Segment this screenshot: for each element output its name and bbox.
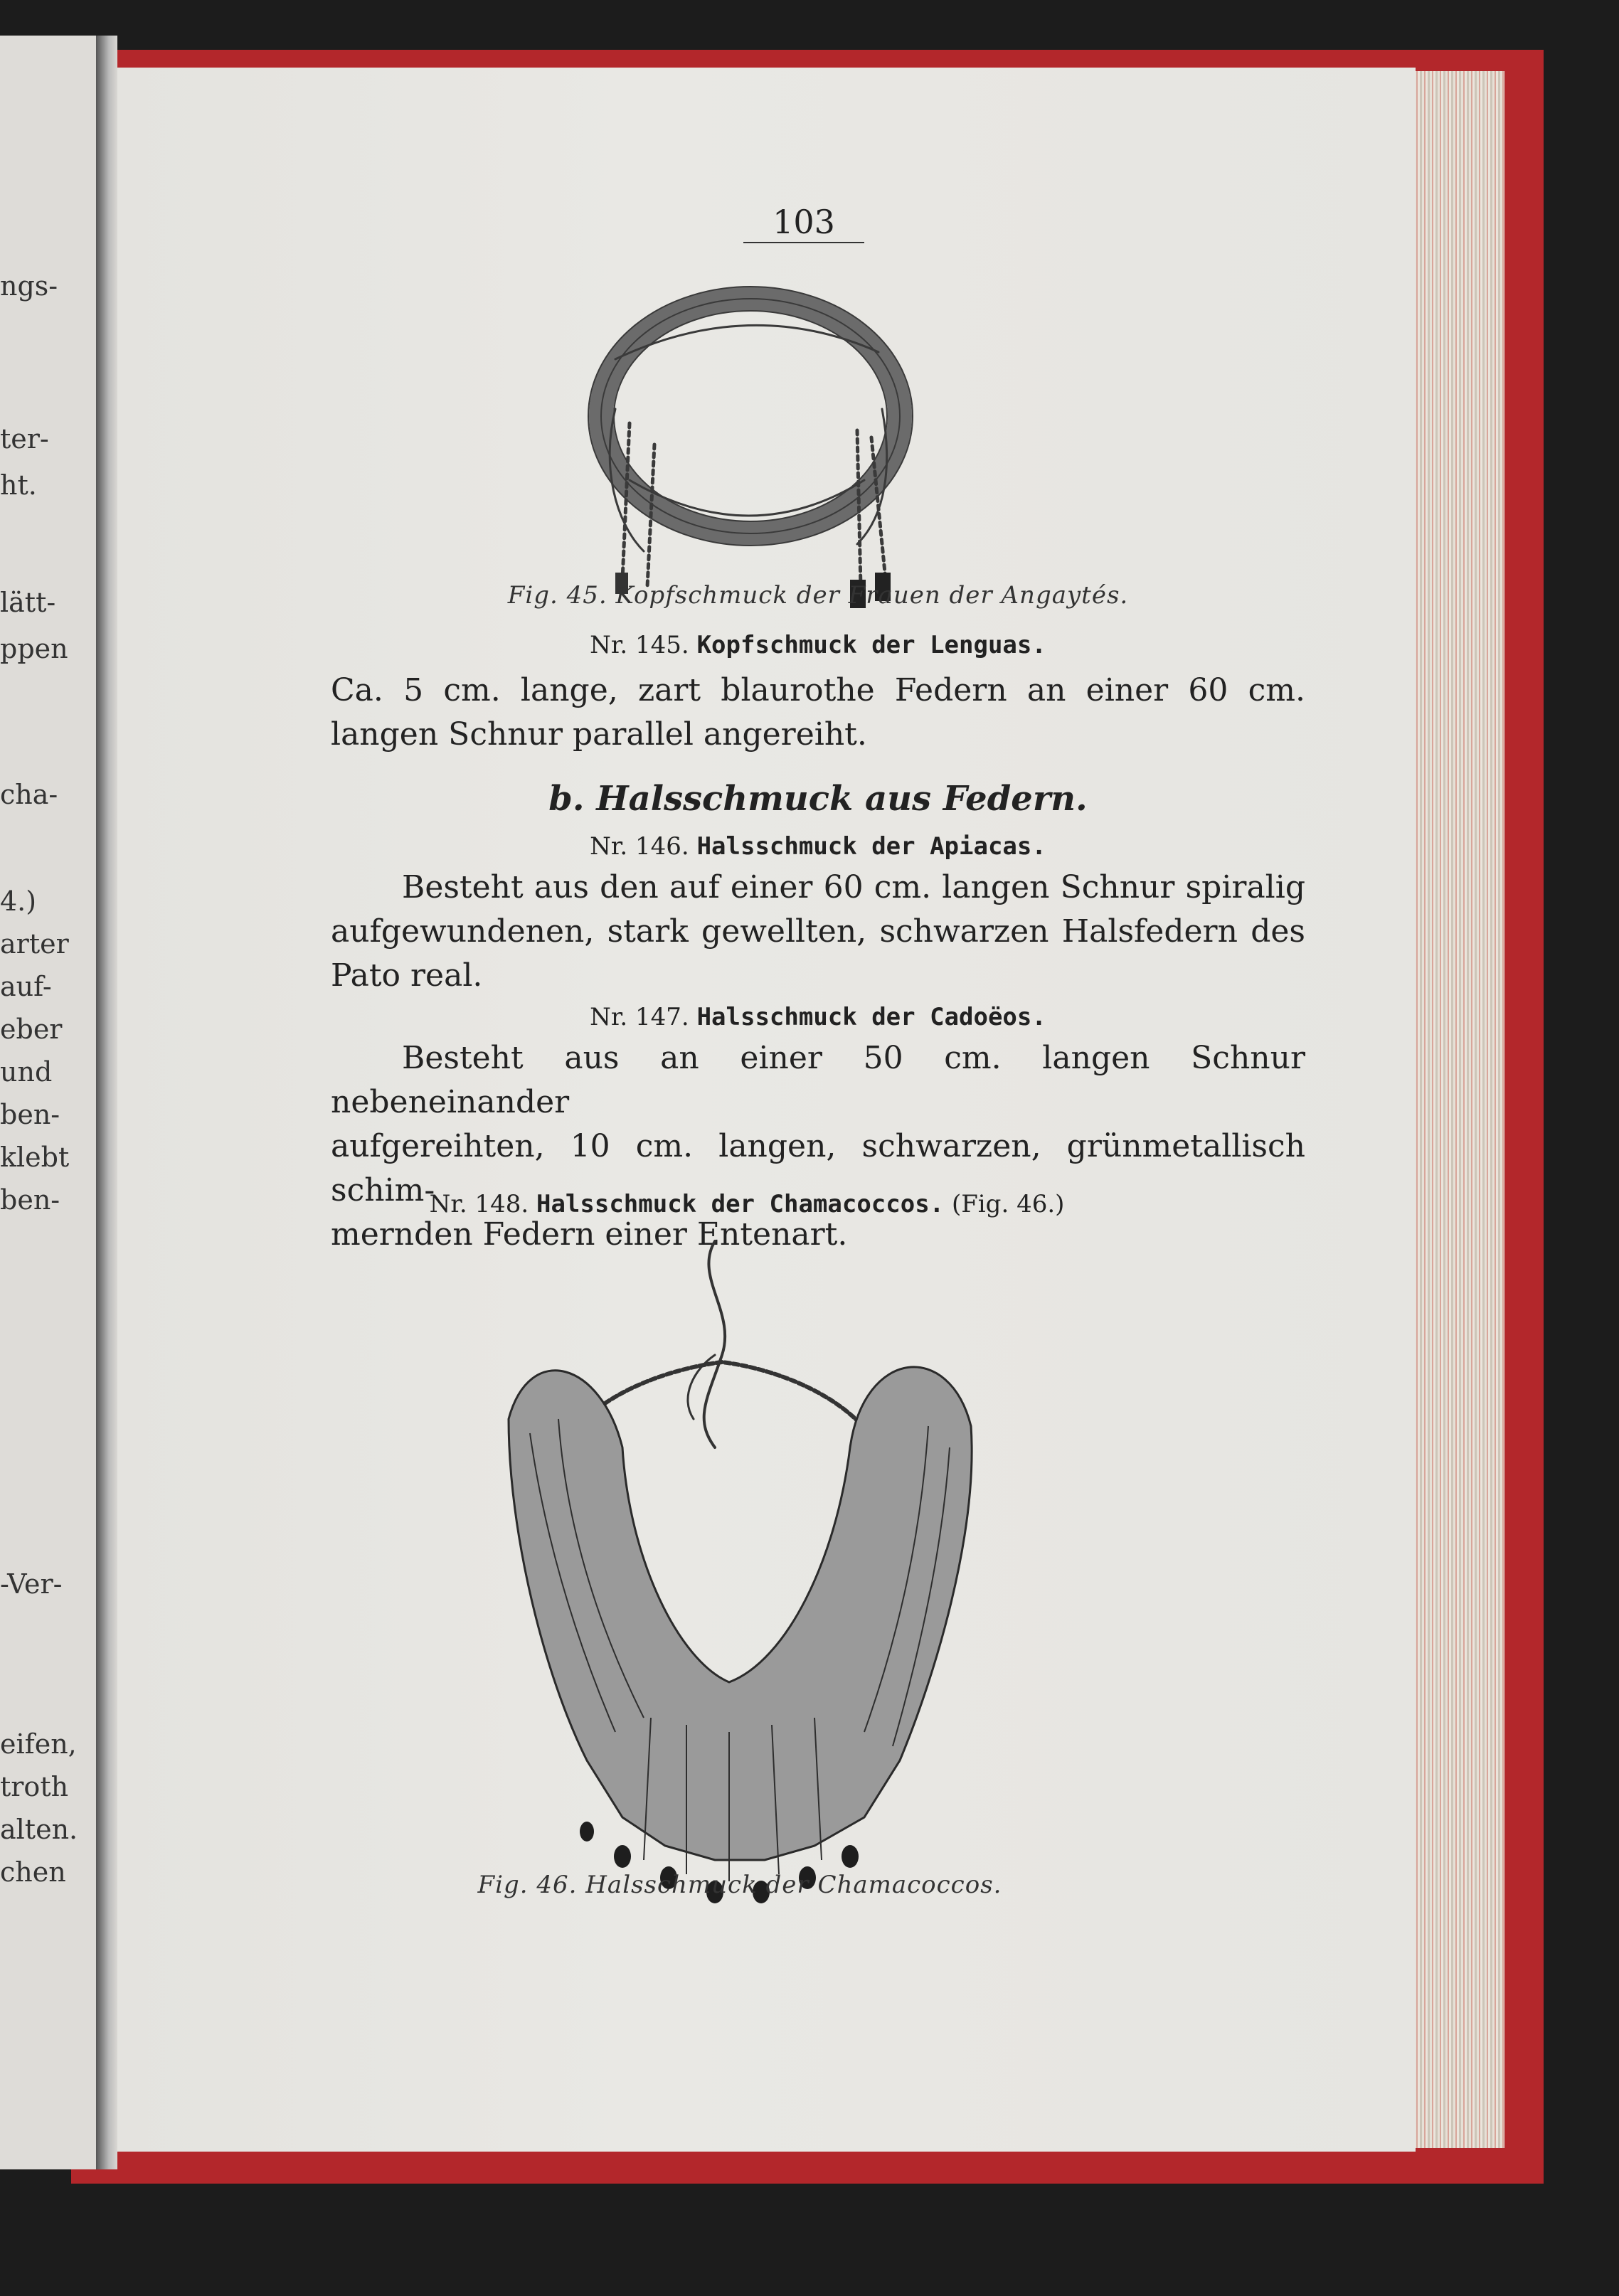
left-fragment: troth [0,1771,69,1802]
fig46-illustration [480,1234,992,1917]
entry-148-number: Nr. 148. [429,1190,529,1218]
page-edges [1412,71,1504,2148]
entry-146-heading [331,832,1305,861]
left-fragment: arter [0,928,69,960]
left-fragment: cha- [0,779,58,810]
left-fragment: lätt- [0,587,56,618]
entry-146-title: Halsschmuck der Apiacas. [696,832,1046,861]
section-heading: b. Halsschmuck aus Federn. [548,779,1088,819]
left-fragment: ben- [0,1099,60,1130]
page-number-rule [743,242,864,243]
paragraph-147 [331,1036,1305,1257]
text-line: mernden Federn einer Entenart. [331,1216,848,1253]
left-fragment: eber [0,1014,63,1045]
left-page [0,36,107,2169]
left-fragment: ngs- [0,270,58,302]
entry-147-heading [331,1003,1305,1031]
left-page-text-column [0,36,96,2169]
text-line: Pato real. [331,957,483,994]
left-fragment: ht. [0,469,37,501]
entry-145-title: Kopfschmuck der Lenguas. [696,631,1046,659]
left-fragment: chen [0,1856,66,1888]
left-fragment: klebt [0,1142,70,1173]
book-gutter [96,36,117,2169]
left-fragment: und [0,1056,53,1088]
entry-147-title: Halsschmuck der Cadoëos. [696,1003,1046,1031]
text-line: Besteht aus an einer 50 cm. langen Schnur nebeneinander [331,1040,1305,1120]
text-line: aufgewundenen, stark gewellten, schwarzen Halsfedern des [331,913,1305,950]
left-fragment: ppen [0,633,68,664]
left-fragment: alten. [0,1814,78,1845]
text-line: Ca. 5 cm. lange, zart blaurothe Federn an einer 60 cm. [331,672,1305,708]
left-fragment: eifen, [0,1728,77,1760]
left-fragment: ter- [0,423,49,455]
left-fragment: 4.) [0,886,37,917]
paragraph-146 [331,866,1305,998]
right-page [117,68,1416,2152]
left-fragment: -Ver- [0,1568,63,1600]
entry-145-heading [331,631,1305,659]
entry-148-figure-ref: (Fig. 46.) [951,1190,1065,1218]
text-line: Besteht aus den auf einer 60 cm. langen Schnur spiralig [402,869,1305,905]
left-fragment: auf- [0,971,52,1002]
text-line: langen Schnur parallel angereiht. [331,716,867,753]
entry-148-heading [260,1190,1234,1218]
entry-147-number: Nr. 147. [590,1003,689,1031]
left-fragment: ben- [0,1184,60,1216]
fig45-caption: Fig. 45. Kopfschmuck der Frauen der Angaytés. [507,581,1129,610]
entry-148-title: Halsschmuck der Chamacoccos. [536,1190,945,1218]
fig46-caption: Fig. 46. Halsschmuck der Chamacoccos. [477,1871,1002,1899]
page-number: 103 [773,203,835,241]
text-line: aufgereihten, 10 cm. langen, schwarzen, grünmetallisch schim- [331,1128,1305,1208]
paragraph-145 [331,669,1305,757]
entry-146-number: Nr. 146. [590,832,689,861]
entry-145-number: Nr. 145. [590,631,689,659]
